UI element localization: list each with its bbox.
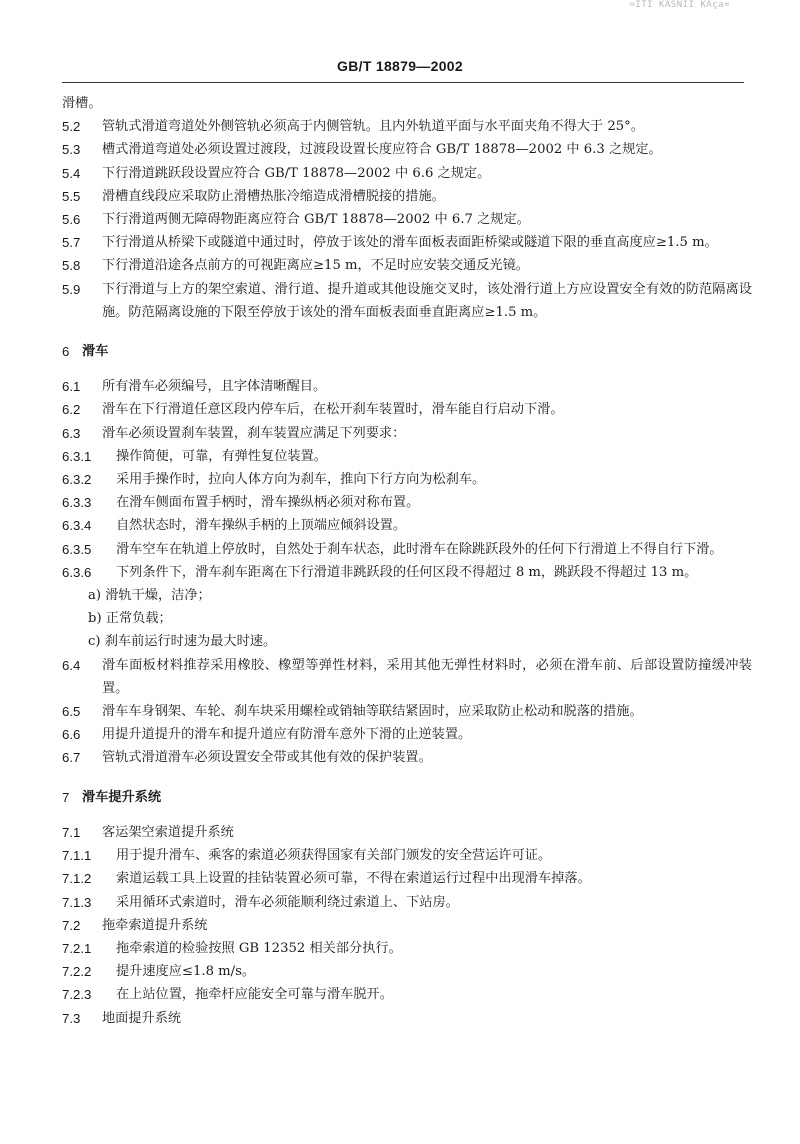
clause-text: 自然状态时，滑车操纵手柄的上顶端应倾斜设置。 [116,518,407,534]
clause-number: 6.3.4 [62,518,92,534]
clause-number: 6.2 [62,402,81,418]
clause-7-1-3 [62,891,752,914]
clause-number: 5.4 [62,165,81,181]
clause-text: 下列条件下，滑车刹车距离在下行滑道非跳跃段的任何区段不得超过 8 m，跳跃段不得超过 13 m。 [116,564,698,580]
clause-number: 6.5 [62,704,81,720]
section-title: 滑车 [82,344,109,360]
clause-6-1 [62,375,752,398]
clause-6-3-4 [62,514,752,537]
clause-number: 7.1.3 [62,894,92,910]
clause-text: 地面提升系统 [102,1010,182,1026]
clause-5-5 [62,185,752,208]
clause-text: 用提升道提升的滑车和提升道应有防滑车意外下滑的止逆装置。 [102,727,472,743]
clause-7-2-2 [62,960,752,983]
clause-7-3 [62,1007,752,1030]
section-7-heading [62,786,752,809]
list-636 [62,584,752,654]
clauses-6 [62,375,752,584]
clause-text: 操作简便，可靠，有弹性复位装置。 [116,448,327,464]
clause-6-7 [62,746,752,769]
clause-text: 客运架空索道提升系统 [102,824,234,840]
clause-text: 所有滑车必须编号，且字体清晰醒目。 [102,379,327,395]
list-item: b) 正常负载； [88,611,172,627]
section-6-heading [62,340,752,363]
clause-text: 采用循环式索道时，滑车必须能顺利绕过索道上、下站房。 [116,894,459,910]
clauses-5 [62,115,752,324]
clause-number: 6.3 [62,425,81,441]
section-number: 7 [62,789,70,805]
clause-text: 滑槽直线段应采取防止滑槽热胀冷缩造成滑槽脱接的措施。 [102,188,445,204]
page-header: GB/T 18879—2002 [337,58,463,74]
clause-text: 下行滑道跳跃段设置应符合 GB/T 18878—2002 中 6.6 之规定。 [102,165,491,181]
clause-6-3 [62,422,752,445]
list-item: c) 刹车前运行时速为最大时速。 [88,634,277,650]
clause-text: 滑车车身钢架、车轮、刹车块采用螺栓或销轴等联结紧固时，应采取防止松动和脱落的措施。 [102,704,643,720]
clause-7-2 [62,914,752,937]
clause-text: 采用手操作时，拉向人体方向为刹车，推向下行方向为松刹车。 [116,472,486,488]
clause-text: 下行滑道从桥梁下或隧道中通过时，停放于该处的滑车面板表面距桥梁或隧道下限的垂直高度应≥1.5 m。 [102,235,718,251]
clause-6-3-5 [62,538,752,561]
clause-text: 在上站位置，拖牵杆应能安全可靠与滑车脱开。 [116,987,393,1003]
clause-number: 6.3.1 [62,448,92,464]
clause-5-2 [62,115,752,138]
clause-number: 7.1.1 [62,848,92,864]
clause-text: 滑车必须设置刹车装置，刹车装置应满足下列要求： [102,425,406,441]
clause-text: 管轨式滑道弯道处外侧管轨必须高于内侧管轨。且内外轨道平面与水平面夹角不得大于 25°。 [102,119,644,135]
clause-text: 槽式滑道弯道处必须设置过渡段，过渡段设置长度应符合 GB/T 18878—2002 中 6.3 之规定。 [102,142,662,158]
clause-text: 在滑车侧面布置手柄时，滑车操纵柄必须对称布置。 [116,495,420,511]
scan-watermark: =ITI KASNII KAça= [629,0,730,10]
clause-7-1 [62,821,752,844]
clause-text: 下行滑道沿途各点前方的可视距离应≥15 m，不足时应安装交通反光镜。 [102,258,529,274]
clause-number: 7.1.2 [62,871,92,887]
header-rule [62,82,744,83]
clause-number: 6.3.2 [62,472,92,488]
clause-5-7 [62,231,752,254]
clause-number: 7.2.3 [62,987,92,1003]
clause-5-6 [62,208,752,231]
clause-number: 5.9 [62,281,81,297]
clauses-7 [62,821,752,1030]
clause-number: 5.8 [62,258,81,274]
clause-5-9 [62,278,752,324]
clause-text: 拖牵索道的检验按照 GB 12352 相关部分执行。 [116,940,402,956]
clause-6-3-2 [62,468,752,491]
clause-text: 滑车面板材料推荐采用橡胶、橡塑等弹性材料，采用其他无弹性材料时，必须在滑车前、后部设置防撞缓冲装置。 [102,657,752,696]
section-number: 6 [62,344,70,360]
clause-7-2-3 [62,983,752,1006]
clause-6-3-1 [62,445,752,468]
intro-line: 滑槽。 [62,96,102,111]
clause-text: 滑车在下行滑道任意区段内停车后，在松开刹车装置时，滑车能自行启动下滑。 [102,402,564,418]
clause-7-2-1 [62,937,752,960]
clause-number: 6.4 [62,657,81,673]
clause-number: 5.6 [62,212,81,228]
clause-5-8 [62,254,752,277]
clause-number: 7.1 [62,824,81,840]
clause-6-3-3 [62,491,752,514]
clause-number: 6.3.3 [62,495,92,511]
clause-text: 管轨式滑道滑车必须设置安全带或其他有效的保护装置。 [102,750,432,766]
clause-number: 6.7 [62,750,81,766]
list-item: a) 滑轨干燥，洁净； [88,588,211,604]
clause-number: 5.2 [62,119,81,135]
clause-6-3-6 [62,561,752,584]
clause-number: 6.6 [62,727,81,743]
clause-number: 7.2.1 [62,940,92,956]
clause-6-6 [62,723,752,746]
clause-text: 下行滑道两侧无障碍物距离应符合 GB/T 18878—2002 中 6.7 之规定。 [102,212,530,228]
clause-6-5 [62,700,752,723]
clause-number: 5.7 [62,235,81,251]
clause-number: 7.3 [62,1010,81,1026]
clause-6-4 [62,654,752,700]
clause-text: 索道运载工具上设置的挂钻装置必须可靠，不得在索道运行过程中出现滑车掉落。 [116,871,591,887]
clause-number: 7.2 [62,917,81,933]
clause-text: 提升速度应≤1.8 m/s。 [116,964,256,980]
clauses-6b [62,654,752,770]
clause-5-4 [62,162,752,185]
clause-number: 6.3.5 [62,541,92,557]
clause-number: 7.2.2 [62,964,92,980]
clause-text: 下行滑道与上方的架空索道、滑行道、提升道或其他设施交叉时，该处滑行道上方应设置安全有效的防范隔离设施。防范隔离设施的下限至停放于该处的滑车面板表面垂直距离应≥1.5 m。 [102,281,752,320]
clause-number: 6.3.6 [62,564,92,580]
clause-text: 用于提升滑车、乘客的索道必须获得国家有关部门颁发的安全营运许可证。 [116,848,552,864]
clause-text: 拖牵索道提升系统 [102,917,208,933]
clause-5-3 [62,138,752,161]
clause-number: 6.1 [62,379,81,395]
clause-text: 滑车空车在轨道上停放时，自然处于刹车状态，此时滑车在除跳跃段外的任何下行滑道上不得自行下滑。 [116,541,723,557]
clause-6-2 [62,398,752,421]
clause-7-1-1 [62,844,752,867]
clause-number: 5.5 [62,188,81,204]
clause-7-1-2 [62,867,752,890]
clause-number: 5.3 [62,142,81,158]
section-title: 滑车提升系统 [82,789,162,805]
document-body [62,92,752,1030]
